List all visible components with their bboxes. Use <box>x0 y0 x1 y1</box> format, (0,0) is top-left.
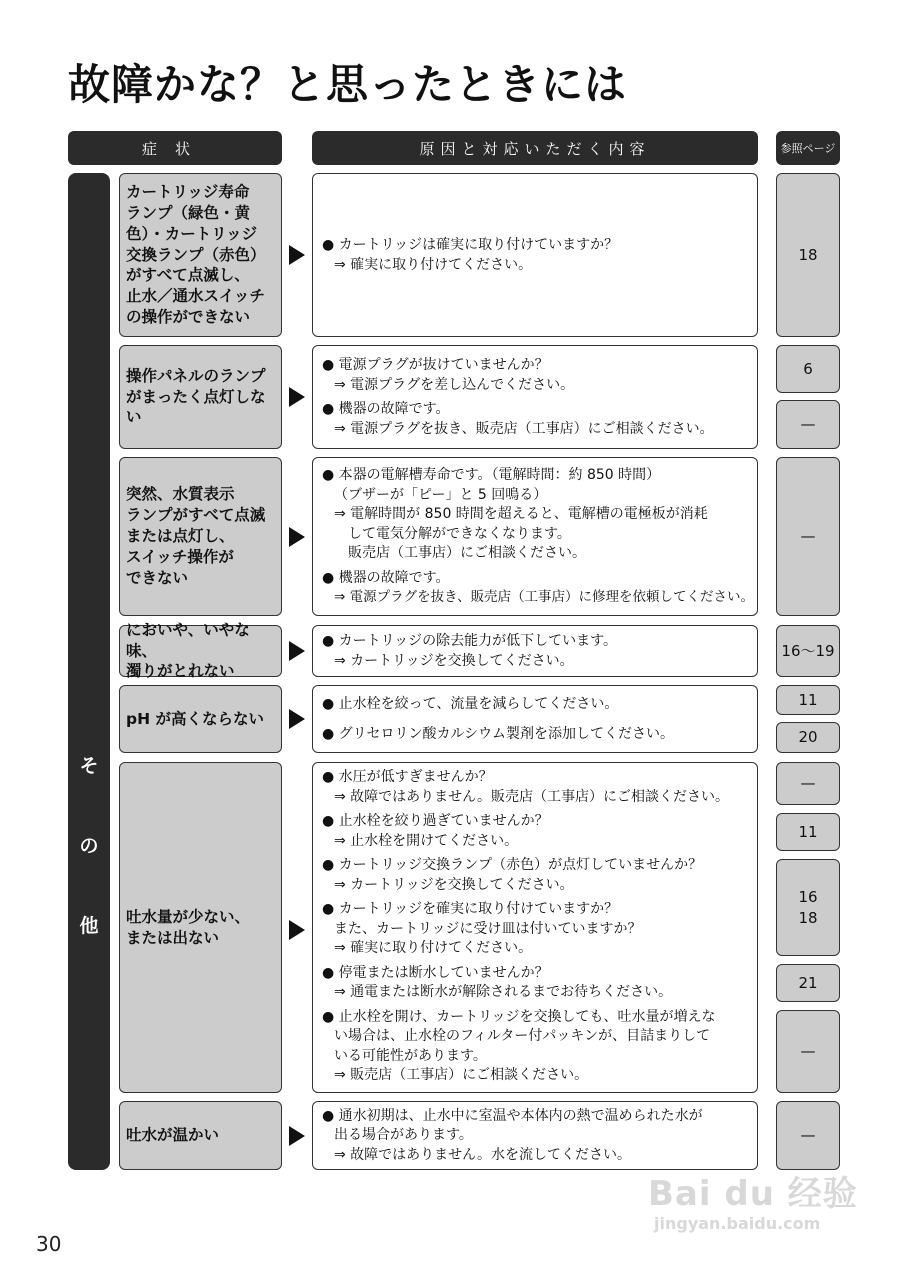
arrow-icon <box>289 641 305 661</box>
reference-page: 18 <box>798 245 818 264</box>
cause-line: （ブザーが「ピー」と 5 回鳴る） <box>334 486 548 503</box>
reference-page-cell <box>776 685 840 715</box>
reference-page-cell <box>776 345 840 393</box>
cause-line: ⇒ 電解時間が 850 時間を超えると、電解槽の電極板が消耗 <box>334 506 708 523</box>
symptom-line: 交換ランプ（赤色） <box>126 245 266 264</box>
reference-page-cell <box>776 457 840 616</box>
cause-cell <box>312 345 758 449</box>
reference-page-cell <box>776 1010 840 1093</box>
reference-page: 18 <box>798 908 818 927</box>
reference-page-cell <box>776 964 840 1002</box>
cause-line: ⇒ 通電または断水が解除されるまでお待ちください。 <box>334 984 673 1000</box>
arrow-icon <box>289 245 305 265</box>
reference-page-cell <box>776 625 840 677</box>
cause-header: 原因と対応いただく内容 <box>312 131 758 165</box>
page-number: 30 <box>36 1232 62 1256</box>
reference-page: — <box>800 527 816 545</box>
arrow-icon <box>289 709 305 729</box>
cause-line: ⇒ 故障ではありません。水を流してください。 <box>334 1146 632 1163</box>
symptom-line: がまったく点灯しな <box>126 387 266 406</box>
cause-line: また、カートリッジに受け皿は付いていますか？ <box>334 920 642 937</box>
reference-page: 11 <box>798 822 818 841</box>
reference-page-header: 参照ページ <box>776 131 840 165</box>
cause-line: して電気分解ができなくなります。 <box>348 525 571 542</box>
cause-cell <box>312 173 758 337</box>
cause-line: いる可能性があります。 <box>334 1047 487 1064</box>
cause-line: ⇒ 故障ではありません。販売店（工事店）にご相談ください。 <box>334 788 730 805</box>
cause-line: ● 機器の故障です。 <box>322 569 450 586</box>
cause-line: ⇒ 確実に取り付けてください。 <box>334 940 533 956</box>
category-char: そ <box>79 755 99 777</box>
symptom-cell <box>119 1101 282 1170</box>
symptom-cell <box>119 762 282 1093</box>
cause-line: ⇒ 電源プラグを抜き、販売店（工事店）に修理を依頼してください。 <box>334 589 755 606</box>
arrow-icon <box>289 387 305 407</box>
cause-line: ⇒ 電源プラグを差し込んでください。 <box>334 376 575 393</box>
reference-page-cell <box>776 173 840 337</box>
category-char: 他 <box>79 915 99 937</box>
cause-line: ⇒ 止水栓を開けてください。 <box>334 832 519 849</box>
symptom-line: 止水／通水スイッチ <box>126 287 265 306</box>
reference-page-cell <box>776 859 840 956</box>
cause-cell <box>312 1101 758 1170</box>
page-title: 故障かな？と思ったときには <box>68 60 628 109</box>
symptom-line: pH が高くならない <box>126 709 264 728</box>
cause-line: ● 止水栓を絞り過ぎていませんか？ <box>322 813 549 829</box>
cause-line: ⇒ 電源プラグを抜き、販売店（工事店）にご相談ください。 <box>334 420 714 437</box>
category-char: の <box>79 835 99 857</box>
symptom-line: または出ない <box>126 928 220 947</box>
reference-page: — <box>800 415 816 433</box>
cause-line: ● 水圧が低すぎませんか？ <box>322 769 493 785</box>
cause-line: ● 本器の電解槽寿命です。（電解時間：約 850 時間） <box>322 467 661 484</box>
watermark-url: jingyan.baidu.com <box>654 1214 821 1233</box>
symptom-cell <box>119 173 282 337</box>
symptom-line: ランプがすべて点滅 <box>126 506 266 525</box>
symptom-cell <box>119 685 282 753</box>
cause-line: ⇒ カートリッジを交換してください。 <box>334 652 574 669</box>
reference-page: 6 <box>803 359 813 378</box>
reference-page: 16～19 <box>781 641 835 660</box>
cause-line: ● 機器の故障です。 <box>322 401 450 417</box>
symptom-cell <box>119 345 282 449</box>
cause-line: ● カートリッジ交換ランプ（赤色）が点灯していませんか？ <box>322 857 703 873</box>
cause-line: ● 止水栓を絞って、流量を減らしてください。 <box>322 696 619 712</box>
category-other-label <box>68 173 110 1170</box>
reference-page-cell <box>776 722 840 753</box>
cause-cell <box>312 625 758 677</box>
symptom-line: スイッチ操作が <box>126 547 234 566</box>
cause-line: ● 通水初期は、止水中に室温や本体内の熱で温められた水が <box>322 1107 703 1124</box>
symptom-line: できない <box>126 568 189 587</box>
symptom-line: カートリッジ寿命 <box>126 182 250 201</box>
cause-line: い場合は、止水栓のフィルター付パッキンが、目詰まりして <box>334 1028 711 1044</box>
symptom-cell <box>119 620 282 681</box>
symptom-line: においや、いやな味、 <box>126 620 250 660</box>
symptom-line: がすべて点滅し、 <box>126 266 250 285</box>
cause-line: ● 停電または断水していませんか？ <box>322 964 549 981</box>
symptom-line: の操作ができない <box>126 308 251 327</box>
arrow-icon <box>289 527 305 547</box>
reference-page: 11 <box>798 690 818 709</box>
cause-line: 出る場合があります。 <box>334 1127 473 1144</box>
symptom-line: または点灯し、 <box>126 527 235 546</box>
cause-line: 販売店（工事店）にご相談ください。 <box>348 545 586 562</box>
cause-line: ● カートリッジの除去能力が低下しています。 <box>322 633 617 649</box>
reference-page-cell <box>776 813 840 851</box>
symptom-line: 吐水が温かい <box>126 1126 220 1145</box>
cause-line: ● 電源プラグが抜けていませんか？ <box>322 357 549 373</box>
cause-line: ● グリセロリン酸カルシウム製剤を添加してください。 <box>322 725 675 742</box>
cause-line: ● カートリッジは確実に取り付けていますか？ <box>322 237 619 253</box>
cause-cell <box>312 457 758 616</box>
symptom-line: ランプ（緑色・黄 <box>126 203 251 222</box>
symptom-line: 吐水量が少ない、 <box>126 907 251 926</box>
reference-page: — <box>800 1042 816 1060</box>
reference-page-cell <box>776 400 840 449</box>
symptom-cell <box>119 457 282 616</box>
reference-page: — <box>800 774 816 792</box>
reference-page: — <box>800 1126 816 1144</box>
symptom-header: 症状 <box>68 131 282 165</box>
cause-cell <box>312 685 758 753</box>
cause-line: ⇒ カートリッジを交換してください。 <box>334 876 574 893</box>
watermark-brand: Bai du 经验 <box>648 1174 858 1214</box>
cause-line: ⇒ 販売店（工事店）にご相談ください。 <box>334 1067 589 1083</box>
cause-line: ⇒ 確実に取り付けてください。 <box>334 256 533 273</box>
cause-line: ● 止水栓を開け、カートリッジを交換しても、吐水量が増えな <box>322 1008 716 1025</box>
reference-page: 16 <box>798 887 818 906</box>
arrow-icon <box>289 920 305 940</box>
reference-page-cell <box>776 762 840 805</box>
cause-cell <box>312 762 758 1093</box>
symptom-line: 色）・カートリッジ <box>126 224 258 243</box>
cause-line: ● カートリッジを確実に取り付けていますか？ <box>322 901 619 917</box>
arrow-icon <box>289 1126 305 1146</box>
reference-page: 20 <box>798 728 818 746</box>
symptom-line: 突然、水質表示 <box>126 485 235 504</box>
symptom-line: い <box>126 408 142 427</box>
symptom-line: 濁りがとれない <box>126 662 235 681</box>
reference-page-cell <box>776 1101 840 1170</box>
reference-page: 21 <box>798 973 818 992</box>
symptom-line: 操作パネルのランプ <box>126 366 266 385</box>
